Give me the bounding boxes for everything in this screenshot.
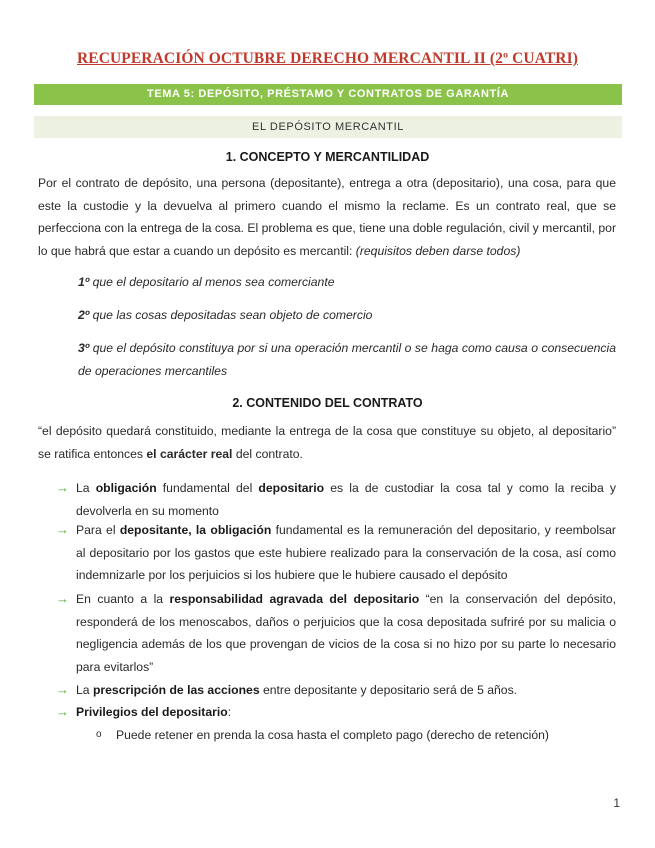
requirement-item	[78, 304, 616, 327]
bullet-segment: La	[76, 481, 96, 495]
bullet-segment: “en la conservación del depósito, responderá de los menoscabos, daños o perjuicios que la cosa depositada sufriré por su malicia o negligencia además de los que provengan de vicios de la cosa si no hizo por su parte lo necesario para evitarlos”	[76, 592, 617, 674]
bullet-text	[76, 588, 616, 678]
bullet-segment: En cuanto a la	[76, 592, 170, 606]
right-arrow-icon: →	[56, 591, 69, 606]
intro-emphasis: el carácter real	[146, 446, 233, 461]
bullet-text	[76, 679, 616, 702]
requirement-number: 1º	[78, 275, 90, 289]
circle-bullet-icon: o	[96, 729, 102, 740]
section-heading-concept: 1. CONCEPTO Y MERCANTILIDAD	[225, 150, 430, 164]
theme-banner: TEMA 5: DEPÓSITO, PRÉSTAMO Y CONTRATOS DE GARANTÍA	[34, 84, 622, 105]
right-arrow-icon: →	[56, 704, 69, 719]
concept-paragraph-text: Por el contrato de depósito, una persona (depositante), entrega a otra (depositario), una cosa, para que este la custodie y la devuelva al primero cuando el mismo la reclame. Es un contrato real, que se perfecciona con la entrega de la cosa. El problema es que, tiene una doble regulación, civil y mercantil, por lo que habrá que estar a cuando un depósito es mercantil:	[38, 176, 616, 258]
bullet-segment: fundamental es la remuneración del depositario, y reembolsar al depositario por los gastos que este hubiere realizado para la conservación de la cosa, así como indemnizarle por los perjuicios si los hubiere que le hubiere causado el depósito	[76, 523, 616, 583]
sub-bullet-text: Puede retener en prenda la cosa hasta el completo pago (derecho de retención)	[116, 728, 549, 742]
bullet-emphasis: responsabilidad agravada del depositario	[169, 592, 420, 606]
bullet-segment: :	[227, 705, 232, 719]
requirement-text: que las cosas depositadas sean objeto de comercio	[89, 308, 373, 322]
section-banner: EL DEPÓSITO MERCANTIL	[34, 116, 622, 138]
bullet-emphasis: Privilegios del depositario	[76, 705, 228, 719]
requirement-text: que el depósito constituya por si una operación mercantil o se haga como causa o consecuencia de operaciones mercantiles	[78, 341, 616, 378]
bullet-emphasis: prescripción de las acciones	[92, 683, 260, 697]
bullet-emphasis: obligación	[95, 481, 157, 495]
document-title: RECUPERACIÓN OCTUBRE DERECHO MERCANTIL II (2º CUATRI)	[76, 50, 578, 67]
right-arrow-icon: →	[56, 682, 69, 697]
page-number: 1	[613, 796, 620, 810]
content-intro-paragraph	[38, 420, 616, 465]
right-arrow-icon: →	[56, 522, 69, 537]
requirement-item	[78, 271, 616, 294]
bullet-emphasis: depositante, la obligación	[119, 523, 272, 537]
requirements-note: (requisitos deben darse todos)	[355, 243, 521, 258]
intro-text-end: del contrato.	[232, 446, 303, 461]
bullet-segment: Para el	[76, 523, 120, 537]
bullet-emphasis: depositario	[258, 481, 325, 495]
bullet-text	[76, 477, 616, 522]
requirement-text: que el depositario al menos sea comerciante	[89, 275, 335, 289]
bullet-segment: La	[76, 683, 93, 697]
bullet-segment: fundamental del	[156, 481, 259, 495]
bullet-text	[76, 701, 616, 724]
bullet-segment: entre depositante y depositario será de 5 años.	[259, 683, 518, 697]
bullet-text	[76, 519, 616, 587]
requirement-item	[78, 337, 616, 382]
concept-paragraph	[38, 172, 616, 262]
right-arrow-icon: →	[56, 480, 69, 495]
bullet-segment: es la de custodiar la cosa tal y como la reciba y devolverla en su momento	[76, 481, 616, 518]
intro-text: “el depósito quedará constituido, mediante la entrega de la cosa que constituye su objeto, al depositario” se ratifica entonces	[38, 424, 616, 461]
requirement-number: 3º	[78, 341, 90, 355]
section-heading-content: 2. CONTENIDO DEL CONTRATO	[232, 396, 423, 410]
requirement-number: 2º	[78, 308, 90, 322]
